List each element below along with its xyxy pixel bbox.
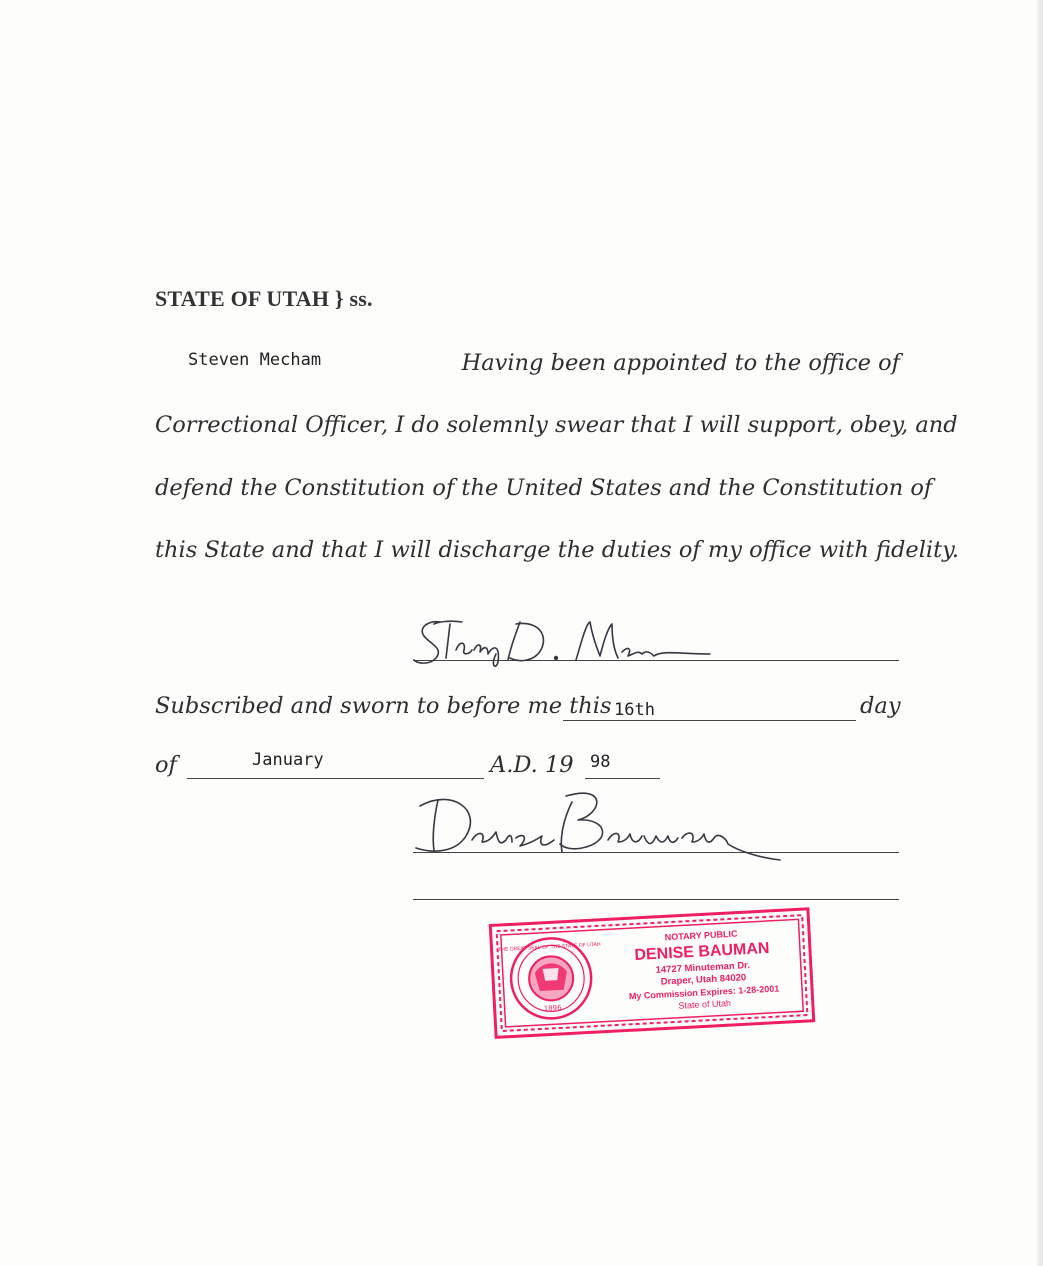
oath-line-2: Correctional Officer, I do solemnly swear that I will support, obey, and [155, 412, 958, 438]
notary-signature [412, 782, 792, 872]
notary-stamp-image [487, 903, 822, 1043]
stamp-line-6: State of Utah [678, 998, 732, 1011]
of-label: of [155, 752, 177, 778]
jurat-prefix: Subscribed and sworn to before me this [155, 693, 612, 719]
venue-heading [155, 286, 373, 312]
oath-line-4: this State and that I will discharge the duties of my office with fidelity. [155, 537, 960, 563]
stamp-line-4: Draper, Utah 84020 [660, 972, 747, 988]
brace-mark: } [334, 286, 344, 311]
oath-line-3: defend the Constitution of the United States and the Constitution of [155, 475, 933, 501]
notary-title-line [413, 899, 899, 900]
ad-label: A.D. 19 [490, 752, 574, 778]
oath-text-1: Having been appointed to the office of [461, 350, 900, 376]
month-field-value: January [252, 750, 324, 770]
affiant-signature-image [410, 610, 720, 672]
day-field-line [563, 720, 856, 721]
seal-year: 1896 [543, 1003, 562, 1013]
state-label: STATE OF UTAH [155, 286, 330, 311]
stamp-line-3: 14727 Minuteman Dr. [655, 959, 751, 976]
seal-ring-text: THE GREAT SEAL OF THE STATE OF UTAH [498, 941, 601, 954]
day-field-value: 16th [614, 700, 655, 720]
stamp-line-5: My Commission Expires: 1-28-2001 [628, 983, 780, 1002]
day-label: day [860, 693, 901, 719]
affiant-signature [410, 610, 720, 676]
month-field-line [187, 778, 484, 779]
page-edge-shadow [1037, 0, 1043, 1266]
notary-signature-image [412, 782, 792, 868]
ss-label: ss. [349, 286, 373, 311]
year-field-value: 98 [590, 752, 611, 772]
stamp-line-1: NOTARY PUBLIC [664, 928, 738, 943]
notary-stamp [487, 903, 822, 1047]
stamp-line-2: DENISE BAUMAN [634, 939, 770, 964]
year-field-line [585, 778, 660, 779]
affiant-name-typed: Steven Mecham [188, 350, 322, 370]
